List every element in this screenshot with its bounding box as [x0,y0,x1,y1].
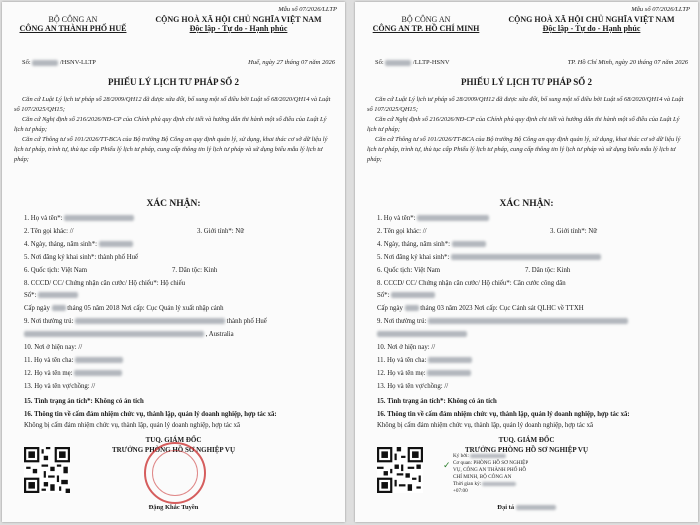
doc-no-suffix: /HSNV-LLTP [59,59,96,66]
field-label: 12. Họ và tên mẹ: [24,370,73,377]
field-label: 1. Họ và tên*: [24,215,63,222]
sig-timezone: +07:00 [453,488,468,495]
field-label: 9. Nơi thường trú: [377,318,427,325]
field-prohibition-value: Không bị cấm đảm nhiệm chức vụ, thành lập, quản lý doanh nghiệp, hợp tác xã [377,422,594,429]
nation-title: CỘNG HOÀ XÃ HỘI CHỦ NGHĨA VIỆT NAM [508,15,675,24]
redacted-id-number [38,292,78,298]
confirm-heading: XÁC NHẬN: [146,199,201,209]
org-line1: BỘ CÔNG AN [48,15,98,24]
digital-signature-box [443,453,573,495]
national-header [489,15,694,33]
sig-time [453,481,573,488]
field-id-type: 8. CCCD/ CC/ Chứng nhận căn cước/ Hộ chiếu*: Căn cước công dân [377,280,566,287]
field-residence-line2 [377,331,467,338]
field-residence [24,318,267,325]
field-mother-name [24,370,122,377]
field-spouse-name: 13. Họ và tên vợ/chồng: // [377,383,449,390]
field-gender: 3. Giới tính*: Nữ [550,228,597,235]
org-line1: BỘ CÔNG AN [401,15,451,24]
field-label: 1. Họ và tên*: [377,215,416,222]
preamble-circular: Căn cứ Thông tư số 101/2026/TT-BCA của Bộ trưởng Bộ Công an quy định quản lý, sử dụng, khai thác cơ sở dữ liệu lý lịch tư pháp, trình tự, thủ tục cấp Phiếu lý lịch tư pháp, cung cấp thông tin lý lịch tư pháp và sử dụng biểu mẫu lý lịch tư pháp; [14,135,328,163]
field-label: 11. Họ và tên cha: [24,357,74,364]
document-title: PHIẾU LÝ LỊCH TƯ PHÁP SỐ 2 [107,77,240,87]
field-label: 4. Ngày, tháng, năm sinh*: [377,241,450,248]
sig-label: Ký bởi: [453,453,469,459]
field-father-name [24,357,123,364]
redacted-father [428,357,472,363]
redacted-address [428,318,628,324]
field-mother-name [377,370,471,377]
field-criminal-record: 15. Tình trạng án tích*: Không có án tích [24,398,144,405]
place-date: TP. Hồ Chí Minh, ngày 20 tháng 07 năm 2026 [567,59,688,66]
redacted-time [482,482,516,486]
redacted-father [75,357,123,363]
preamble [367,95,690,164]
field-full-name [24,215,134,222]
national-header [136,15,341,33]
preamble-decree: Căn cứ Nghị định số 216/2026/NĐ-CP của Chính phủ quy định chi tiết và hướng dẫn thi hành một số điều của Luật Lý lịch tư pháp; [14,115,327,133]
residence-country: , Australia [205,331,234,338]
qr-code-icon [24,447,70,493]
field-label: Cấp ngày [24,305,50,312]
field-nationality: 6. Quốc tịch: Việt Nam [377,267,441,274]
nation-title: CỘNG HOÀ XÃ HỘI CHỦ NGHĨA VIỆT NAM [155,15,322,24]
preamble-circular: Căn cứ Thông tư số 101/2026/TT-BCA của Bộ trưởng Bộ Công an quy định quản lý, sử dụng, khai thác cơ sở dữ liệu lý lịch tư pháp, trình tự, thủ tục cấp Phiếu lý lịch tư pháp, cung cấp thông tin lý lịch tư pháp và sử dụng biểu mẫu lý lịch tư pháp; [367,135,681,163]
field-prohibition: 16. Thông tin về cấm đảm nhiệm chức vụ, thành lập, quản lý doanh nghiệp, hợp tác xã: [377,411,630,418]
form-code: Mẫu số 07/2026/LLTP [631,6,690,13]
field-id-number [24,292,78,299]
doc-no-prefix: Số: [375,59,384,66]
signature-office: TRƯỞNG PHÒNG HỒ SƠ NGHIỆP VỤ [111,446,236,454]
field-residence [377,318,628,325]
issue-detail: tháng 03 năm 2023 Nơi cấp: Cục Cảnh sát QLHC về TTXH [420,305,584,312]
redacted-mother [427,370,471,376]
field-ethnicity: 7. Dân tộc: Kinh [525,267,571,274]
field-label: 12. Họ và tên mẹ: [377,370,426,377]
field-gender: 3. Giới tính*: Nữ [197,228,244,235]
redacted-day [52,305,66,311]
field-issue-info [377,305,584,312]
field-label: 5. Nơi đăng ký khai sinh*: [377,254,450,261]
field-current-address: 10. Nơi ở hiện nay: // [377,344,436,351]
field-residence-line2 [24,331,234,338]
redacted-name [417,215,489,221]
signer-name: Đặng Khắc Tuyền [148,504,199,511]
field-id-type: 8. CCCD/ CC/ Chứng nhận căn cước/ Hộ chiếu*: Hộ chiếu [24,280,186,287]
sig-signed-by [453,453,573,460]
qr-code-icon [377,447,423,493]
field-label: Số*: [24,292,37,299]
org-line2: CÔNG AN TP. HỒ CHÍ MINH [372,24,480,33]
field-father-name [377,357,472,364]
residence-city: thành phố Huế [226,318,267,325]
doc-no-suffix: /LLTP-HSNV [412,59,450,66]
field-id-number [377,292,435,299]
field-current-address: 10. Nơi ở hiện nay: // [24,344,83,351]
redacted-birth-date [452,241,486,247]
sig-org-line3: CHÍ MINH, BỘ CÔNG AN [453,474,512,481]
confirm-heading: XÁC NHẬN: [499,199,554,209]
signature-title: TUQ. GIÁM ĐỐC [498,436,555,444]
preamble [14,95,337,164]
field-prohibition: 16. Thông tin về cấm đảm nhiệm chức vụ, thành lập, quản lý doanh nghiệp, hợp tác xã: [24,411,277,418]
field-birth-date [377,241,486,248]
redacted-mother [74,370,122,376]
field-prohibition-value: Không bị cấm đảm nhiệm chức vụ, thành lập, quản lý doanh nghiệp, hợp tác xã [24,422,241,429]
document-number [22,59,96,66]
document-number [375,59,450,66]
field-criminal-record: 15. Tình trạng án tích*: Không có án tích [377,398,497,405]
sig-org-line2: VỤ, CÔNG AN THÀNH PHỐ HỒ [453,467,527,474]
field-nationality: 6. Quốc tịch: Việt Nam [24,267,88,274]
field-label: Cấp ngày [377,305,403,312]
motto: Độc lập - Tự do - Hạnh phúc [189,24,288,33]
redacted-address-line2 [24,331,204,337]
issuing-org [361,15,491,33]
doc-no-prefix: Số: [22,59,31,66]
motto: Độc lập - Tự do - Hạnh phúc [542,24,641,33]
redacted-signer-name [516,505,556,510]
field-birth-place [377,254,601,261]
document-title: PHIẾU LÝ LỊCH TƯ PHÁP SỐ 2 [460,77,593,87]
redacted-number [385,60,411,66]
field-birth-date [24,241,133,248]
redacted-id-number [391,292,435,298]
field-ethnicity: 7. Dân tộc: Kinh [172,267,218,274]
official-seal [144,442,206,504]
field-issue-info [24,305,224,312]
field-label: 4. Ngày, tháng, năm sinh*: [24,241,97,248]
field-birth-place: 5. Nơi đăng ký khai sinh*: thành phố Huế [24,254,139,261]
document-left [2,2,345,522]
signer-rank: Đại tá [497,504,515,511]
signature-title: TUQ. GIÁM ĐỐC [145,436,202,444]
field-label: 11. Họ và tên cha: [377,357,427,364]
signature-office: TRƯỞNG PHÒNG HỒ SƠ NGHIỆP VỤ [464,446,589,454]
redacted-number [32,60,58,66]
issuing-org [8,15,138,33]
field-label: Số*: [377,292,390,299]
redacted-day [405,305,419,311]
preamble-decree: Căn cứ Nghị định số 216/2026/NĐ-CP của Chính phủ quy định chi tiết và hướng dẫn thi hành một số điều của Luật Lý lịch tư pháp; [367,115,680,133]
check-icon: ✓ [443,460,451,470]
field-other-name: 2. Tên gọi khác: // [24,228,74,235]
org-line2: CÔNG AN THÀNH PHỐ HUẾ [19,24,127,33]
sig-time-label: Thời gian ký: [453,481,482,488]
field-label: 9. Nơi thường trú: [24,318,74,325]
issue-detail: tháng 05 năm 2018 Nơi cấp: Cục Quản lý xuất nhập cảnh [67,305,224,312]
field-other-name: 2. Tên gọi khác: // [377,228,427,235]
field-full-name [377,215,489,222]
preamble-law: Căn cứ Luật Lý lịch tư pháp số 28/2009/QH12 đã được sửa đổi, bổ sung một số điều bởi Luật số 68/2020/QH14 và Luật số 107/2025/QH15; [367,96,684,113]
redacted-signer [470,454,506,458]
sig-org-line1: Cơ quan: PHÒNG HỒ SƠ NGHIỆP [453,460,529,467]
document-right [355,2,698,522]
redacted-address [75,318,225,324]
field-spouse-name: 13. Họ và tên vợ/chồng: // [24,383,96,390]
redacted-name [64,215,134,221]
preamble-law: Căn cứ Luật Lý lịch tư pháp số 28/2009/QH12 đã được sửa đổi, bổ sung một số điều bởi Luật số 68/2020/QH14 và Luật số 107/2025/QH15; [14,96,331,113]
redacted-birth-place [451,254,601,260]
redacted-address-line2 [377,331,467,337]
redacted-birth-date [99,241,133,247]
form-code: Mẫu số 07/2026/LLTP [278,6,337,13]
place-date: Huế, ngày 27 tháng 07 năm 2026 [248,59,335,66]
signer-name [355,504,698,511]
